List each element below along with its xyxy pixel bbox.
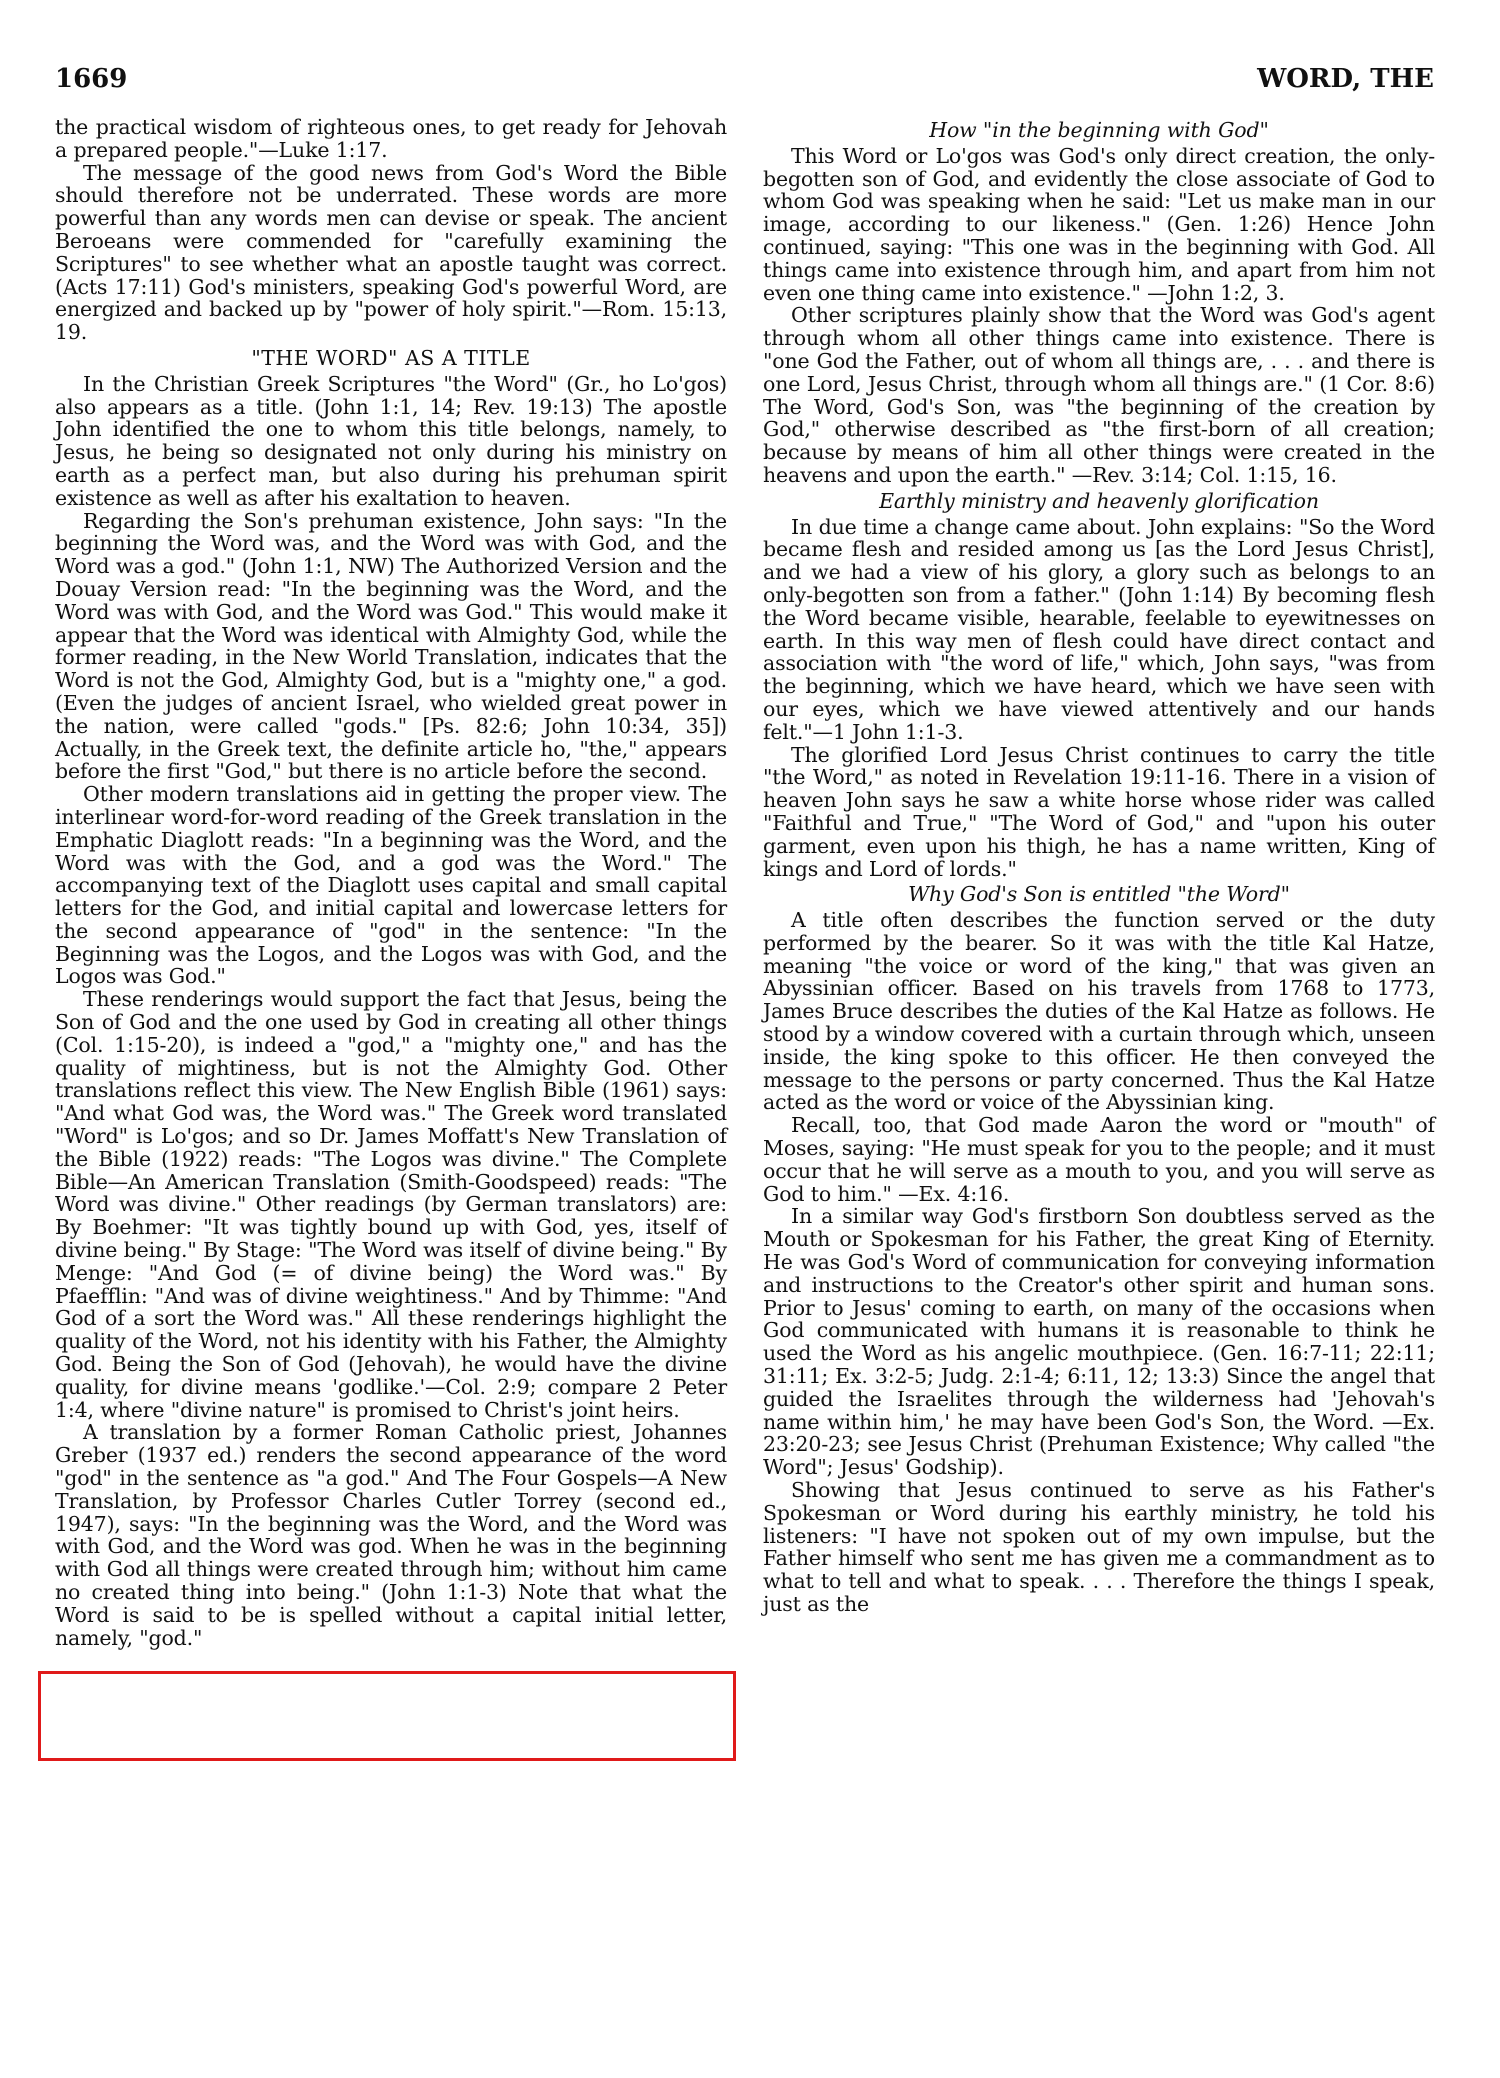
subsection-heading: Why God's Son is entitled "the Word" — [908, 882, 1290, 907]
paragraph: This Word or Lo'gos was God's only direct creation, the only-begotten son of God, and evidently the close associate of God to whom God was speaking when he said: "Let us make man in our image, according to our likeness." (Gen. 1:26) Hence John continued, saying: "This one was in the beginning with God. All things came into existence through him, and apart from him not even one thing came into existence." —John 1:2, 3. — [763, 143, 1435, 305]
left-column — [55, 116, 727, 1649]
paragraph: Other modern translations aid in getting the proper view. The interlinear word-for-word reading of the Greek translation in the Emphatic Diaglott reads: "In a beginning was the Word, and the Word was with the God, and a god was the Word." The accompanying text of the Diaglott uses capital and small capital letters for the God, and initial capital and lowercase letters for the second appearance of "god" in the sentence: "In the Beginning was the Logos, and the Logos was with God, and the Logos was God." — [55, 782, 727, 989]
paragraph: A title often describes the function served or the duty performed by the bearer. So it was with the title Kal Hatze, meaning "the voice or word of the king," that was given an Abyssinian officer. Based on his travels from 1768 to 1773, James Bruce describes the duties of the Kal Hatze as follows. He stood by a window covered with a curtain through which, unseen inside, the king spoke to this officer. He then conveyed the message to the persons or party concerned. Thus the Kal Hatze acted as the word or voice of the Abyssinian king. — [763, 908, 1435, 1115]
paragraph: Showing that Jesus continued to serve as his Father's Spokesman or Word during his earthly ministry, he told his listeners: "I have not spoken out of my own impulse, but the Father himself who sent me has given me a commandment as to what to tell and what to speak. . . . Therefore the things I speak, just as the — [763, 1478, 1435, 1616]
paragraph: In the Christian Greek Scriptures "the Word" (Gr., ho Lo'gos) also appears as a title. (John 1:1, 14; Rev. 19:13) The apostle John identified the one to whom this title belongs, namely, to Jesus, he being so designated not only during his ministry on earth as a perfect man, but also during his prehuman spirit existence as well as after his exaltation to heaven. — [55, 371, 727, 510]
subsection-heading: Earthly ministry and heavenly glorification — [879, 488, 1319, 513]
right-column — [763, 116, 1435, 1616]
paragraph: The glorified Lord Jesus Christ continues to carry the title "the Word," as noted in Revelation 19:11-16. There in a vision of heaven John says he saw a white horse whose rider was called "Faithful and True," "The Word of God," and "upon his outer garment, even upon his thigh, he has a name written, King of kings and Lord of lords." — [763, 742, 1435, 881]
paragraph: Other scriptures plainly show that the Word was God's agent through whom all other things came into existence. There is "one God the Father, out of whom all things are, . . . and there is one Lord, Jesus Christ, through whom all things are." (1 Cor. 8:6) The Word, God's Son, was "the beginning of the creation by God," otherwise described as "the first-born of all creation; because by means of him all other things were created in the heavens and upon the earth." —Rev. 3:14; Col. 1:15, 16. — [763, 303, 1435, 487]
paragraph: These renderings would support the fact that Jesus, being the Son of God and the one used by God in creating all other things (Col. 1:15-20), is indeed a "god," a "mighty one," and has the quality of mightiness, but is not the Almighty God. Other translations reflect this view. The New English Bible (1961) says: "And what God was, the Word was." The Greek word translated "Word" is Lo'gos; and so Dr. James Moffatt's New Translation of the Bible (1922) reads: "The Logos was divine." The Complete Bible—An American Translation (Smith-Goodspeed) reads: "The Word was divine." Other readings (by German translators) are: By Boehmer: "It was tightly bound up with God, yes, itself of divine being." By Stage: "The Word was itself of divine being." By Menge: "And God (= of divine being) the Word was." By Pfaefflin: "And was of divine weightiness." And by Thimme: "And God of a sort the Word was." All these renderings highlight the quality of the Word, not his identity with his Father, the Almighty God. Being the Son of God (Jehovah), he would have the divine quality, for divine means 'godlike.'—Col. 2:9; compare 2 Peter 1:4, where "divine nature" is promised to Christ's joint heirs. — [55, 987, 727, 1422]
paragraph: the practical wisdom of righteous ones, to get ready for Jehovah a prepared people."—Luke 1:17. — [55, 115, 727, 162]
subsection-heading: How "in the beginning with God" — [929, 118, 1269, 142]
paragraph: Recall, too, that God made Aaron the word or "mouth" of Moses, saying: "He must speak for you to the people; and it must occur that he will serve as a mouth to you, and you will serve as God to him." —Ex. 4:16. — [763, 1113, 1435, 1206]
section-heading: "THE WORD" AS A TITLE — [251, 345, 531, 370]
highlight-box — [38, 1671, 736, 1761]
page-number: 1669 — [55, 64, 128, 94]
paragraph: In a similar way God's firstborn Son doubtless served as the Mouth or Spokesman for his Father, the great King of Eternity. He was God's Word of communication for conveying information and instructions to the Creator's other spirit and human sons. Prior to Jesus' coming to earth, on many of the occasions when God communicated with humans it is reasonable to think he used the Word as his angelic mouthpiece. (Gen. 16:7-11; 22:11; 31:11; Ex. 3:2-5; Judg. 2:1-4; 6:11, 12; 13:3) Since the angel that guided the Israelites through the wilderness had 'Jehovah's name within him,' he may have been God's Son, the Word. —Ex. 23:20-23; see Jesus Christ (Prehuman Existence; Why called "the Word"; Jesus' Godship). — [763, 1204, 1435, 1480]
paragraph-greber: A translation by a former Roman Catholic priest, Johannes Greber (1937 ed.) renders the second appearance of the word "god" in the sentence as "a god." And The Four Gospels—A New Translation, by Professor Charles Cutler Torrey (second ed., 1947), says: "In the beginning was the Word, and the Word was with God, and the Word was god. When he was in the beginning with God all things were created through him; without him came no created thing into being." (John 1:1-3) Note that what the Word is said to be is spelled without a capital initial letter, namely, "god." — [55, 1420, 727, 1650]
paragraph: Regarding the Son's prehuman existence, John says: "In the beginning the Word was, and the Word was with God, and the Word was a god." (John 1:1, NW) The Authorized Version and the Douay Version read: "In the beginning was the Word, and the Word was with God, and the Word was God." This would make it appear that the Word was identical with Almighty God, while the former reading, in the New World Translation, indicates that the Word is not the God, Almighty God, but is a "mighty one," a god. (Even the judges of ancient Israel, who wielded great power in the nation, were called "gods." [Ps. 82:6; John 10:34, 35]) Actually, in the Greek text, the definite article ho, "the," appears before the first "God," but there is no article before the second. — [55, 508, 727, 784]
paragraph: In due time a change came about. John explains: "So the Word became flesh and resided among us [as the Lord Jesus Christ], and we had a view of his glory, a glory such as belongs to an only-begotten son from a father." (John 1:14) By becoming flesh the Word became visible, hearable, feelable to eyewitnesses on earth. In this way men of flesh could have direct contact and association with "the word of life," which, John says, "was from the beginning, which we have heard, which we have seen with our eyes, which we have viewed attentively and our hands felt."—1 John 1:1-3. — [763, 514, 1435, 744]
entry-term: WORD, THE — [1257, 64, 1434, 94]
paragraph: The message of the good news from God's Word the Bible should therefore not be underrated. These words are more powerful than any words men can devise or speak. The ancient Beroeans were commended for "carefully examining the Scriptures" to see whether what an apostle taught was correct. (Acts 17:11) God's ministers, speaking God's powerful Word, are energized and backed up by "power of holy spirit."—Rom. 15:13, 19. — [55, 160, 727, 345]
